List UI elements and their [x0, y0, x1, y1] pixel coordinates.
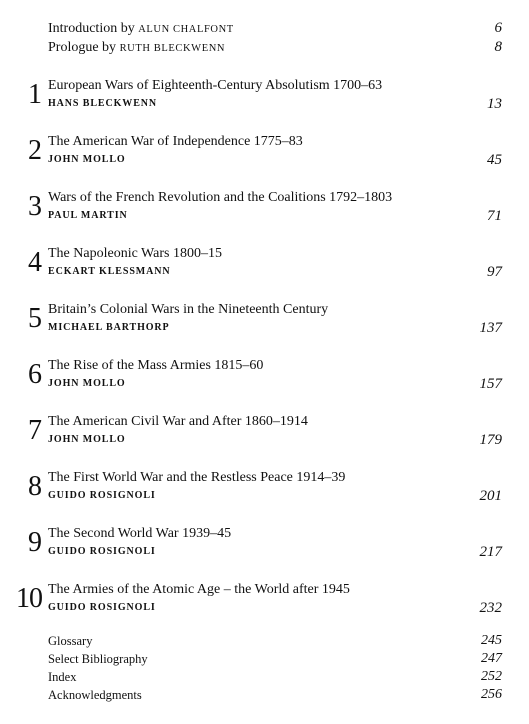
chapter-number: 3	[28, 191, 42, 222]
back-entry-page: 256	[481, 687, 502, 702]
chapter-entry-4	[0, 245, 529, 289]
chapter-author: GUIDO ROSIGNOLI	[48, 546, 156, 557]
back-entry-page: 252	[481, 669, 502, 684]
chapter-entry-7	[0, 413, 529, 457]
chapter-author: JOHN MOLLO	[48, 154, 126, 165]
chapter-title: The First World War and the Restless Peace 1914–39	[48, 470, 346, 485]
back-entry-page: 245	[481, 633, 502, 648]
front-entry-name: ALUN CHALFONT	[138, 24, 234, 35]
chapter-author: GUIDO ROSIGNOLI	[48, 490, 156, 501]
front-entry-prologue	[48, 38, 502, 57]
chapter-title: Britain’s Colonial Wars in the Nineteenth Century	[48, 302, 329, 317]
chapter-entry-10	[0, 581, 529, 625]
chapter-page: 45	[487, 152, 502, 168]
chapter-number: 8	[28, 471, 42, 502]
chapter-entry-8	[0, 469, 529, 513]
chapter-page: 232	[479, 600, 502, 616]
chapter-number: 10	[16, 583, 42, 614]
back-entry-label: Index	[48, 670, 77, 684]
chapter-page: 13	[487, 96, 502, 112]
chapter-number: 4	[28, 247, 42, 278]
front-matter	[48, 19, 502, 57]
front-entry-text: Prologue by	[48, 40, 117, 55]
chapter-title: The Napoleonic Wars 1800–15	[48, 246, 222, 261]
chapter-author: HANS BLECKWENN	[48, 98, 158, 109]
chapter-title: The Second World War 1939–45	[48, 526, 232, 541]
front-entry-page: 6	[494, 20, 502, 36]
chapter-author: JOHN MOLLO	[48, 378, 126, 389]
chapter-title: European Wars of Eighteenth-Century Absolutism 1700–63	[48, 78, 383, 93]
chapter-entry-3	[0, 189, 529, 233]
chapter-page: 179	[479, 432, 502, 448]
chapter-number: 2	[28, 135, 42, 166]
back-entry-label: Glossary	[48, 634, 93, 648]
chapter-author: PAUL MARTIN	[48, 210, 128, 221]
chapter-title: The American War of Independence 1775–83	[48, 134, 303, 149]
chapter-title: The American Civil War and After 1860–1914	[48, 414, 308, 429]
chapter-number: 5	[28, 303, 42, 334]
chapter-title: The Armies of the Atomic Age – the World after 1945	[48, 582, 350, 597]
front-entry-introduction	[48, 19, 502, 38]
back-entry-bibliography	[48, 650, 502, 668]
front-entry-name: RUTH BLECKWENN	[119, 43, 226, 54]
chapter-author: JOHN MOLLO	[48, 434, 126, 445]
back-entry-label: Acknowledgments	[48, 688, 142, 702]
back-entry-page: 247	[481, 651, 502, 666]
chapter-author: MICHAEL BARTHORP	[48, 322, 170, 333]
chapter-entry-9	[0, 525, 529, 569]
chapter-number: 6	[28, 359, 42, 390]
back-matter	[48, 632, 502, 704]
chapter-number: 7	[28, 415, 42, 446]
back-entry-index	[48, 668, 502, 686]
chapter-author: ECKART KLESSMANN	[48, 266, 171, 277]
chapter-number: 9	[28, 527, 42, 558]
back-entry-glossary	[48, 632, 502, 650]
chapter-title: Wars of the French Revolution and the Coalitions 1792–1803	[48, 190, 393, 205]
chapter-author: GUIDO ROSIGNOLI	[48, 602, 156, 613]
front-entry-page: 8	[494, 39, 502, 55]
chapter-page: 137	[479, 320, 502, 336]
chapter-title: The Rise of the Mass Armies 1815–60	[48, 358, 264, 373]
chapter-page: 201	[479, 488, 502, 504]
back-entry-label: Select Bibliography	[48, 652, 148, 666]
chapter-page: 97	[487, 264, 502, 280]
chapter-entry-6	[0, 357, 529, 401]
front-entry-text: Introduction by	[48, 21, 135, 36]
chapter-page: 157	[479, 376, 502, 392]
chapter-page: 71	[487, 208, 502, 224]
chapter-entry-5	[0, 301, 529, 345]
chapter-page: 217	[479, 544, 502, 560]
chapter-entry-1	[0, 77, 529, 121]
back-entry-acknowledgments	[48, 686, 502, 704]
chapter-entry-2	[0, 133, 529, 177]
chapter-number: 1	[28, 79, 42, 110]
